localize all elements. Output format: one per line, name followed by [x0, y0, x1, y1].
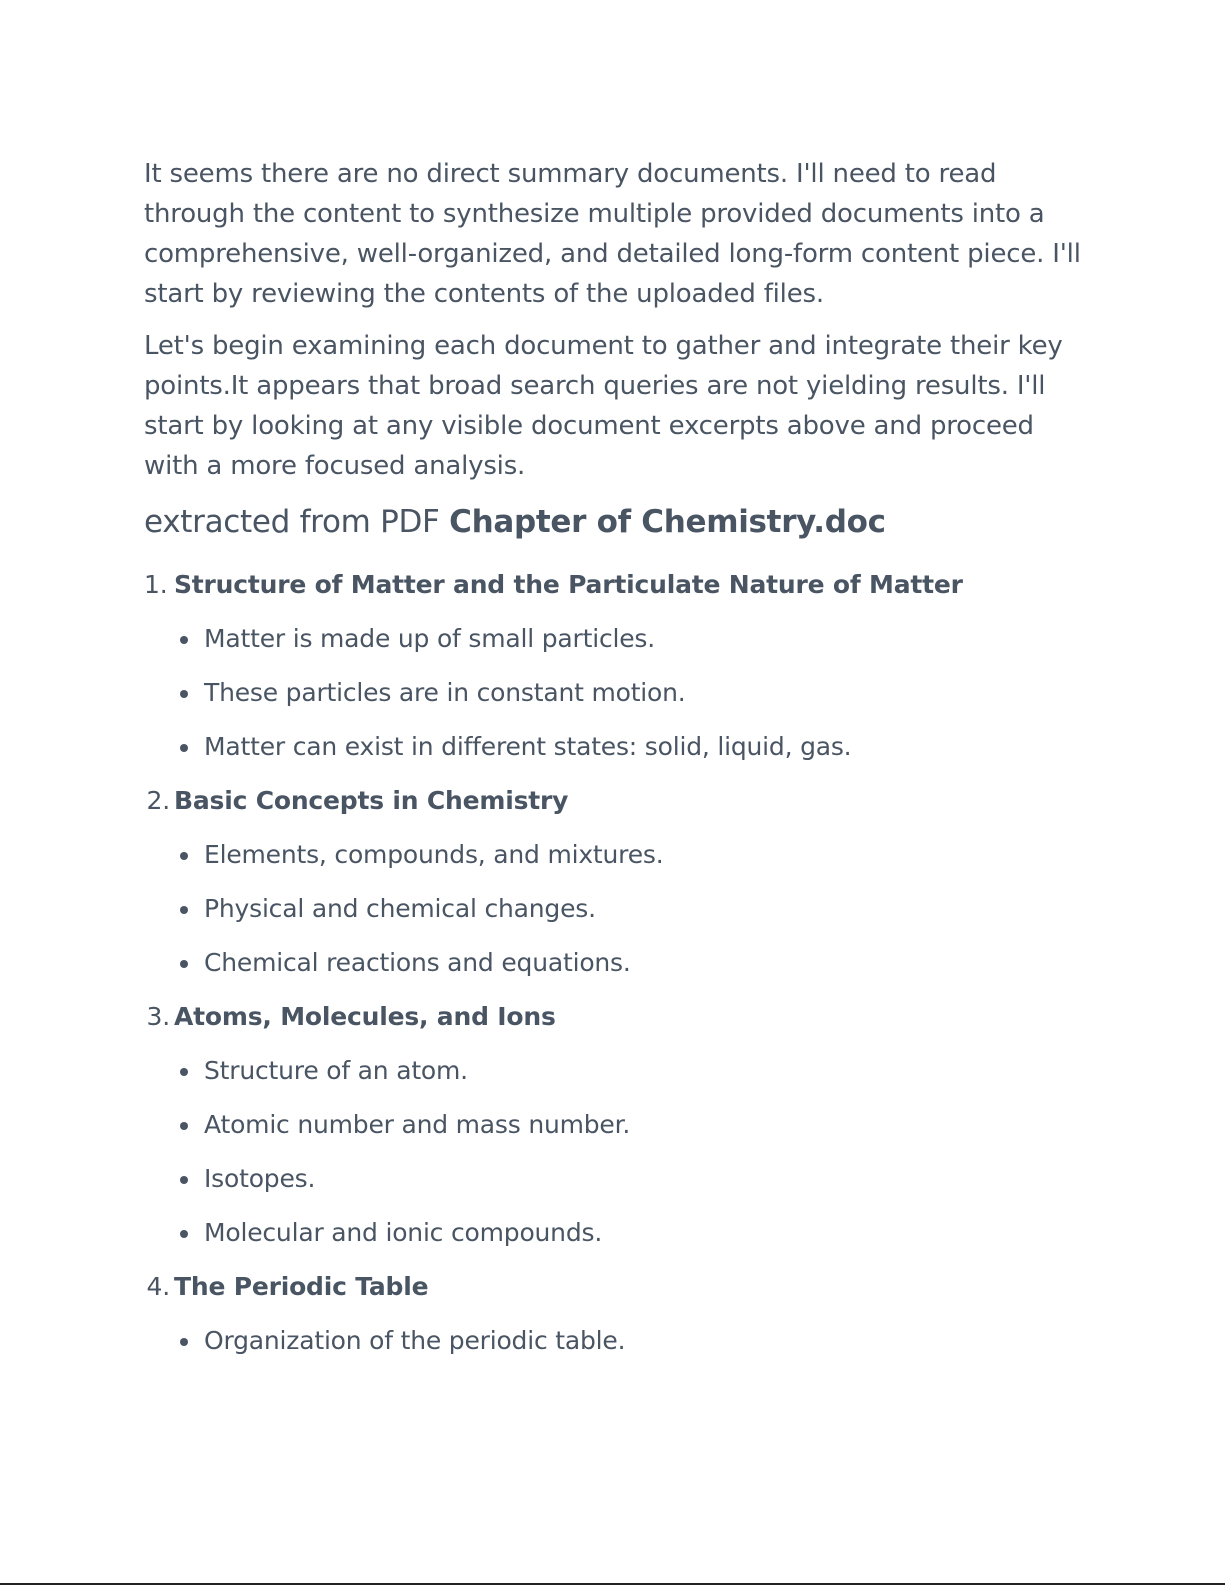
bullet-list [144, 1044, 1084, 1260]
outline-section-number: 3. [146, 1002, 170, 1031]
intro-paragraph: It seems there are no direct summary documents. I'll need to read through the content to synthesize multiple provided documents into a comprehensive, well-organized, and detailed long-form content piece. I'll start by reviewing the contents of the uploaded files. [144, 159, 1081, 309]
outline-section-1 [144, 558, 1084, 774]
bullet-dot-icon [180, 1068, 188, 1076]
bullet-dot-icon [180, 690, 188, 698]
list-item-text: Physical and chemical changes. [204, 894, 596, 923]
outline-section-title-text: Atoms, Molecules, and Ions [174, 1002, 556, 1031]
outline-section-4 [144, 1260, 1084, 1368]
outline-section-title-text: Basic Concepts in Chemistry [174, 786, 569, 815]
outline-section-3 [144, 990, 1084, 1260]
list-item [204, 720, 1084, 774]
list-item-text: These particles are in constant motion. [204, 678, 686, 707]
outline-section-number: 4. [146, 1272, 170, 1301]
section-heading [144, 500, 1084, 544]
outline-section-title [144, 774, 1084, 828]
list-item-text: Atomic number and mass number. [204, 1110, 631, 1139]
list-item [204, 828, 1084, 882]
heading-document-name: Chapter of Chemistry.doc [449, 504, 886, 540]
document-body [144, 154, 1084, 1368]
list-item-text: Matter is made up of small particles. [204, 624, 655, 653]
list-item [204, 882, 1084, 936]
list-item-text: Structure of an atom. [204, 1056, 468, 1085]
outline-section-title-text: The Periodic Table [174, 1272, 429, 1301]
outline-section-number: 2. [146, 786, 170, 815]
list-item [204, 936, 1084, 990]
bullet-dot-icon [180, 744, 188, 752]
bullet-dot-icon [180, 1338, 188, 1346]
list-item-text: Elements, compounds, and mixtures. [204, 840, 664, 869]
list-item-text: Chemical reactions and equations. [204, 948, 631, 977]
list-item [204, 1152, 1084, 1206]
bullet-dot-icon [180, 960, 188, 968]
bullet-dot-icon [180, 852, 188, 860]
bullet-dot-icon [180, 906, 188, 914]
bullet-dot-icon [180, 1122, 188, 1130]
list-item [204, 612, 1084, 666]
list-item-text: Organization of the periodic table. [204, 1326, 626, 1355]
outline-section-number: 1. [144, 570, 168, 599]
list-item-text: Isotopes. [204, 1164, 316, 1193]
heading-prefix: extracted from PDF [144, 504, 450, 540]
list-item [204, 1206, 1084, 1260]
outline-section-title [144, 990, 1084, 1044]
intro-paragraph: Let's begin examining each document to gather and integrate their key points.It appears that broad search queries are not yielding results. I'll start by looking at any visible document excerpts above and proceed with a more focused analysis. [144, 331, 1063, 481]
list-item [204, 1098, 1084, 1152]
outline-section-2 [144, 774, 1084, 990]
outline-section-title [144, 558, 1084, 612]
bullet-list [144, 1314, 1084, 1368]
list-item [204, 1044, 1084, 1098]
bullet-dot-icon [180, 1230, 188, 1238]
bullet-list [144, 612, 1084, 774]
bullet-dot-icon [180, 636, 188, 644]
bullet-list [144, 828, 1084, 990]
outline-section-title [144, 1260, 1084, 1314]
list-item [204, 666, 1084, 720]
list-item-text: Molecular and ionic compounds. [204, 1218, 603, 1247]
list-item [204, 1314, 1084, 1368]
list-item-text: Matter can exist in different states: solid, liquid, gas. [204, 732, 852, 761]
bullet-dot-icon [180, 1176, 188, 1184]
outline-section-title-text: Structure of Matter and the Particulate Nature of Matter [174, 570, 963, 599]
